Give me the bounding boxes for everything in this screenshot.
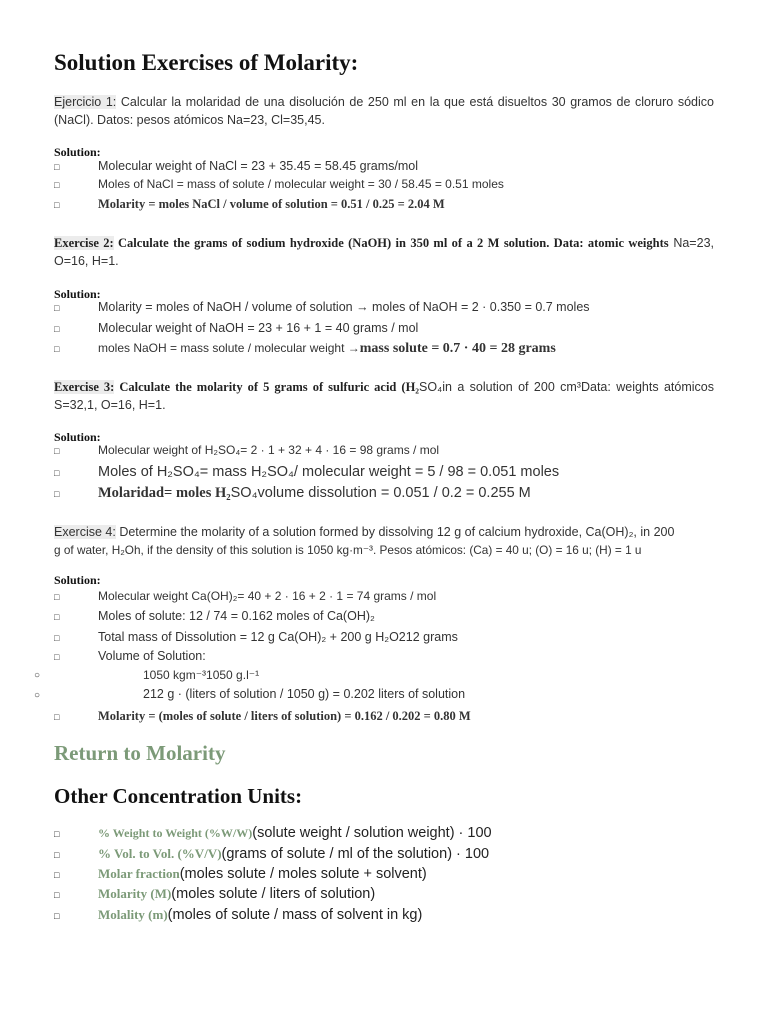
list-item: □ Molaridad= moles H₂SO₄volume dissolution = 0.051 / 0.2 = 0.255 M [54, 485, 531, 501]
unit-item: □ Molality (m)(moles of solute / mass of solvent in kg) [54, 907, 423, 923]
unit-link[interactable]: Molality (m) [98, 907, 168, 922]
list-item: □ Total mass of Dissolution = 12 g Ca(OH)₂ + 200 g H₂O212 grams [54, 630, 458, 644]
unit-item: □ % Weight to Weight (%W/W)(solute weight / solution weight) · 100 [54, 825, 492, 841]
unit-item: □ % Vol. to Vol. (%V/V)(grams of solute / ml of the solution) · 100 [54, 846, 490, 862]
sub-bullet: ○ [34, 690, 41, 701]
unit-link[interactable]: % Vol. to Vol. (%V/V) [98, 846, 222, 861]
exercise-4-statement: Exercise 4: Determine the molarity of a solution formed by dissolving 12 g of calcium hydroxide, Ca(OH)₂, in 200 [54, 525, 675, 539]
unit-link[interactable]: Molarity (M) [98, 886, 172, 901]
list-item: □ Molecular weight Ca(OH)₂= 40 + 2 · 16 + 2 · 1 = 74 grams / mol [54, 589, 437, 603]
unit-item: □ Molar fraction(moles solute / moles solute + solvent) [54, 866, 427, 882]
list-item: □ Moles of solute: 12 / 74 = 0.162 moles of Ca(OH)₂ [54, 609, 375, 623]
unit-link[interactable]: % Weight to Weight (%W/W) [98, 826, 253, 840]
exercise-1-text: Calcular la molaridad de una disolución de 250 ml en la que está disueltos 30 gramos de cloruro sódico (NaCl). Datos: pesos atómicos Na=23, Cl=35,45. [54, 95, 714, 127]
page-title: Solution Exercises of Molarity: [54, 50, 359, 75]
exercise-2-statement: Exercise 2: Calculate the grams of sodium hydroxide (NaOH) in 350 ml of a 2 M solution. Data: atomic weights Na=23, O=16, H=1. [54, 236, 714, 268]
exercise-1-statement [54, 93, 714, 129]
list-item: □ Molecular weight of H₂SO₄= 2 · 1 + 32 + 4 · 16 = 98 grams / mol [54, 443, 440, 457]
list-item: □ Molecular weight of NaCl = 23 + 35.45 = 58.45 grams/mol [54, 159, 418, 173]
list-item: □ Volume of Solution: [54, 649, 206, 663]
list-item: □ Molarity = moles of NaOH / volume of solution → moles of NaOH = 2 · 0.350 = 0.7 moles [54, 300, 590, 314]
exercise-3-statement: Exercise 3: Calculate the molarity of 5 grams of sulfuric acid (H₂SO₄in a solution of 200 cm³Data: weights atómicos S=32,1, O=16, H=1. [54, 380, 715, 412]
solution-label: Solution: [54, 287, 101, 301]
list-item: □ Moles of H₂SO₄= mass H₂SO₄/ molecular weight = 5 / 98 = 0.051 moles [54, 464, 560, 480]
exercise-3-label: Exercise 3: [54, 380, 115, 394]
exercise-1-label: Ejercicio 1: [54, 95, 117, 109]
exercise-2-label: Exercise 2: [54, 236, 114, 250]
sub-list-item: 1050 kgm⁻³1050 g.l⁻¹ [143, 668, 260, 682]
list-item: □ Molarity = (moles of solute / liters of solution) = 0.162 / 0.202 = 0.80 M [54, 709, 471, 723]
exercise-4-label: Exercise 4: [54, 525, 116, 539]
list-item: □ moles NaOH = mass solute / molecular weight →mass solute = 0.7 · 40 = 28 grams [54, 341, 556, 356]
solution-label: Solution: [54, 145, 101, 159]
solution-label: Solution: [54, 573, 101, 587]
list-item: □ Moles of NaCl = mass of solute / molecular weight = 30 / 58.45 = 0.51 moles [54, 177, 504, 191]
list-item: □ Molecular weight of NaOH = 23 + 16 + 1 = 40 grams / mol [54, 321, 419, 335]
exercise-4-statement-cont: g of water, H₂Oh, if the density of this solution is 1050 kg·m⁻³. Pesos atómicos: (Ca) = 40 u; (O) = 16 u; (H) = 1 u [54, 543, 642, 557]
unit-item: □ Molarity (M)(moles solute / liters of solution) [54, 886, 376, 902]
return-to-molarity-link[interactable]: Return to Molarity [54, 741, 226, 765]
solution-label: Solution: [54, 430, 101, 444]
sub-bullet: ○ [34, 670, 41, 681]
unit-link[interactable]: Molar fraction [98, 866, 180, 881]
other-units-heading: Other Concentration Units: [54, 784, 303, 808]
sub-list-item: 212 g · (liters of solution / 1050 g) = 0.202 liters of solution [143, 687, 466, 701]
list-item: □ Molarity = moles NaCl / volume of solution = 0.51 / 0.25 = 2.04 M [54, 197, 445, 211]
